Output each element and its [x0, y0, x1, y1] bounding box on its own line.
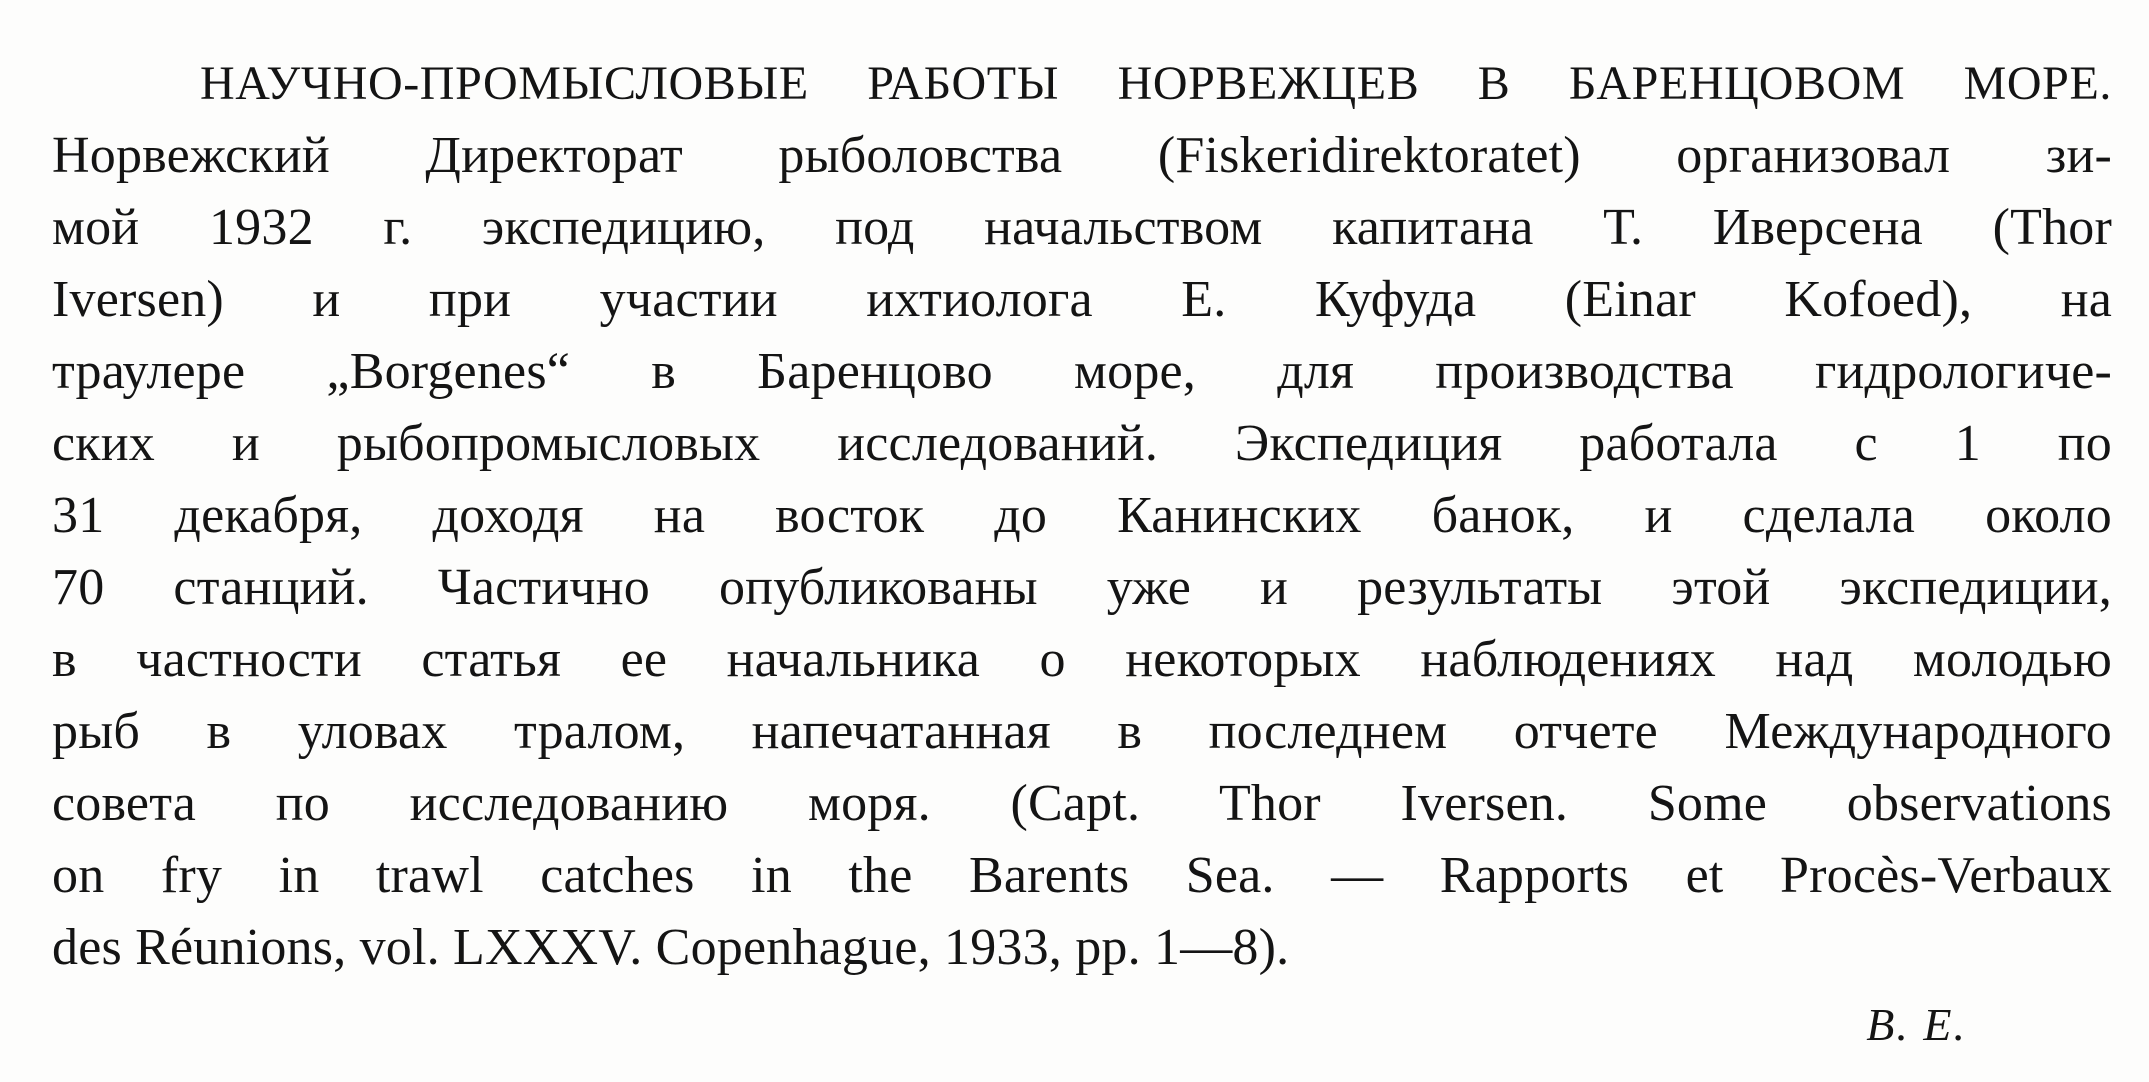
article-text-line-7: 31 декабря, доходя на восток до Канинских банок, и сделала около — [52, 487, 2112, 544]
article-text-line-5: траулере „Borgenes“ в Баренцово море, для производства гидрологиче- — [52, 343, 2112, 400]
article-text-line-12: on fry in trawl catches in the Barents Sea. — Rapports et Procès-Verbaux — [52, 847, 2112, 904]
article-body — [52, 48, 2112, 984]
article-text-line-11: совета по исследованию моря. (Capt. Thor Iversen. Some observations — [52, 775, 2112, 832]
author-signature: В. Е. — [1866, 999, 1967, 1050]
article-text-line-4: Iversen) и при участии ихтиолога Е. Куфуда (Einar Kofoed), на — [52, 271, 2112, 328]
article-text-line-3: мой 1932 г. экспедицию, под начальством капитана Т. Иверсена (Thor — [52, 199, 2112, 256]
article-text-line-10: рыб в уловах тралом, напечатанная в последнем отчете Международного — [52, 703, 2112, 760]
article-text-line-8: 70 станций. Частично опубликованы уже и результаты этой экспедиции, — [52, 559, 2112, 616]
article-text-line-2: Норвежский Директорат рыболовства (Fiskeridirektoratet) организовал зи- — [52, 127, 2112, 184]
article-heading-line: НАУЧНО-ПРОМЫСЛОВЫЕ РАБОТЫ НОРВЕЖЦЕВ В БАРЕНЦОВОМ МОРЕ. — [200, 57, 2112, 110]
article-text-line-6: ских и рыбопромысловых исследований. Экспедиция работала с 1 по — [52, 415, 2112, 472]
article-text-line-9: в частности статья ее начальника о некоторых наблюдениях над молодью — [52, 631, 2112, 688]
article-text-line-13: des Réunions, vol. LXXXV. Copenhague, 1933, pp. 1—8). — [52, 919, 1290, 976]
